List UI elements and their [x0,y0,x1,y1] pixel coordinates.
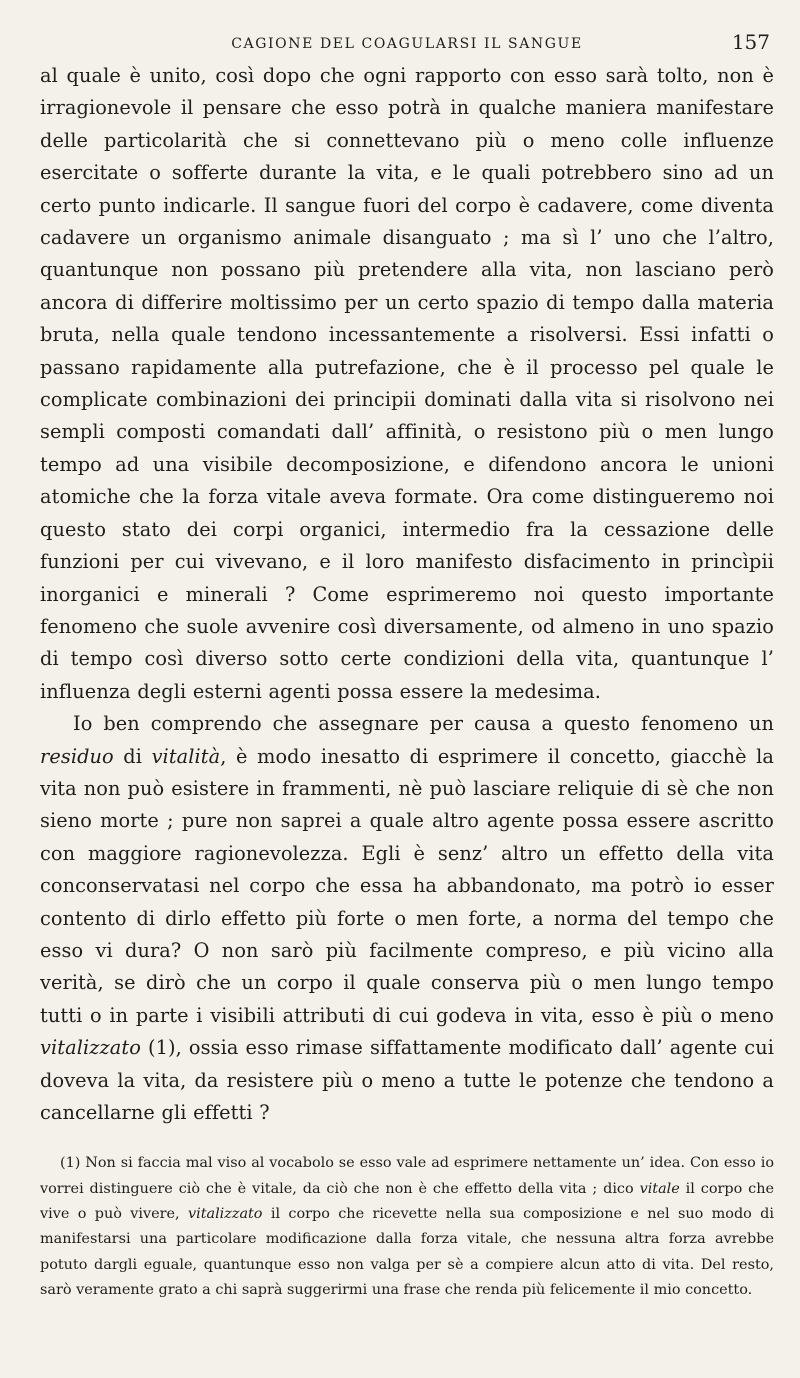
footnote-block [40,1151,774,1303]
italic-vitalizzato: vitalizzato [40,1036,141,1060]
paragraph-2 [40,708,774,1129]
paragraph-1: al quale è unito, così dopo che ogni rapporto con esso sarà tolto, non è irragionevole il pensare che esso potrà in qualche maniera manifestare delle particolarità che si connettevano più o meno colle influenze esercitate o sofferte durante la vita, e le quali potrebbero sino ad un certo punto indicarle. Il sangue fuori del corpo è cadavere, come diventa cadavere un organismo animale disanguato ; ma sì l’ uno che l’altro, quantunque non possano più pretendere alla vita, non lasciano però ancora di differire moltissimo per un certo spazio di tempo dalla materia bruta, nella quale tendono incessantemente a risolversi. Essi infatti o passano rapidamente alla putrefazione, che è il processo pel quale le complicate combinazioni dei principii dominati dalla vita si risolvono nei sempli composti comandati dall’ affinità, o resistono più o men lungo tempo ad una visibile decomposizione, e difendono ancora le unioni atomiche che la forza vitale aveva formate. Ora come distingueremo noi questo stato dei corpi organici, intermedio fra la cessazione delle funzioni per cui vivevano, e il loro manifesto disfacimento in princìpii inorganici e minerali ? Come esprimeremo noi questo importante fenomeno che suole avvenire così diversamente, od almeno in uno spazio di tempo così diverso sotto certe condizioni della vita, quantunque l’ influenza degli esterni agenti possa essere la medesima. [40,64,774,703]
main-text [40,60,774,1129]
footnote-text-b: il corpo che vive o può vivere, [40,1180,774,1222]
page-number: 157 [731,30,770,54]
footnote-italic-vitale: vitale [639,1180,680,1197]
p2-text-a: Io ben comprendo che assegnare per causa a questo fenomeno un [73,712,774,736]
footnote-text-a: (1) Non si faccia mal viso al vocabolo se esso vale ad esprimere nettamente un’ idea. Con esso io vorrei distinguere ciò che è vitale, da ciò che non è che effetto della vita ; dico [40,1155,774,1197]
footnote-1 [40,1151,774,1303]
footnote-text-c: il corpo che ricevette nella sua composizione e nel suo modo di manifestarsi una particolare modificazione dalla forza vitale, che nessuna altra forza avrebbe potuto dargli eguale, quantunque esso non valga per sè a compiere alcun atto di vita. Del resto, sarò veramente grato a chi saprà suggerirmi una frase che renda più felicemente il mio concetto. [40,1206,774,1298]
p2-text-b: di [113,744,152,768]
page-header [40,30,774,60]
footnote-italic-vitalizzato: vitalizzato [187,1206,263,1222]
italic-vitalita: vitalità [151,744,221,768]
running-head: CAGIONE DEL COAGULARSI IL SANGUE [231,36,583,52]
p2-text-d: (1), ossia esso rimase siffattamente modificato dall’ agente cui doveva la vita, da resistere più o meno a tutte le potenze che tendono a cancellarne gli effetti ? [40,1036,774,1124]
italic-residuo: residuo [40,744,114,768]
p2-text-c: , è modo inesatto di esprimere il concetto, giacchè la vita non può esistere in frammenti, nè può lasciare reliquie di sè che non sieno morte ; pure non saprei a quale altro agente possa essere ascritto con maggiore ragionevolezza. Egli è senz’ altro un effetto della vita conconservatasi nel corpo che essa ha abbandonato, ma potrò io esser contento di dirlo effetto più forte o men forte, a norma del tempo che esso vi dura? O non sarò più facilmente compreso, e più vicino alla verità, se dirò che un corpo il quale conserva più o men lungo tempo tutti o in parte i visibili attributi di cui godeva in vita, esso è più o meno [40,744,775,1027]
